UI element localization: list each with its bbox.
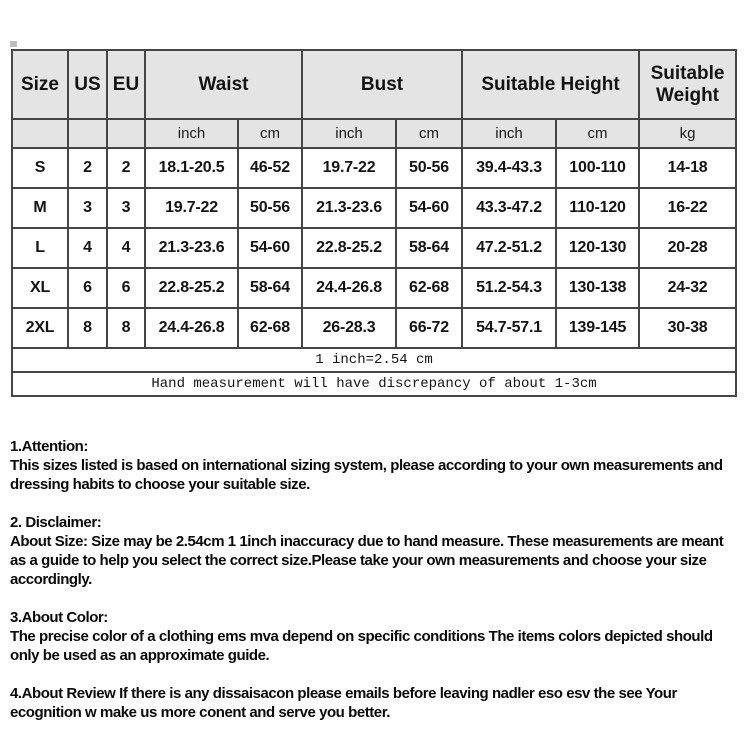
- note-row-inch-conversion: [12, 348, 736, 372]
- bust-inch-cell: 19.7-22: [302, 148, 396, 188]
- paragraph-about-review-heading: 4.About Review: [10, 685, 116, 702]
- size-cell: M: [12, 188, 68, 228]
- eu-cell: 8: [107, 308, 145, 348]
- inch-conversion-note: 1 inch=2.54 cm: [12, 348, 736, 372]
- bust-cm-cell: 62-68: [396, 268, 462, 308]
- table-row-xl: [12, 268, 736, 308]
- height-inch-cell: 47.2-51.2: [462, 228, 556, 268]
- table-unit-row: [12, 119, 736, 148]
- us-cell: 2: [68, 148, 107, 188]
- bust-inch-cell: 22.8-25.2: [302, 228, 396, 268]
- size-cell: L: [12, 228, 68, 268]
- footnotes-section: [10, 437, 741, 741]
- height-inch-cell: 54.7-57.1: [462, 308, 556, 348]
- height-inch-cell: 43.3-47.2: [462, 188, 556, 228]
- size-cell: S: [12, 148, 68, 188]
- unit-blank-us: [68, 119, 107, 148]
- table-row-2xl: [12, 308, 736, 348]
- waist-inch-cell: 24.4-26.8: [145, 308, 238, 348]
- bust-cm-cell: 54-60: [396, 188, 462, 228]
- note-row-measurement-discrepancy: [12, 372, 736, 396]
- measurement-discrepancy-note: Hand measurement will have discrepancy of about 1-3cm: [12, 372, 736, 396]
- eu-cell: 2: [107, 148, 145, 188]
- col-header-bust: Bust: [302, 50, 462, 119]
- weight-kg-cell: 30-38: [639, 308, 736, 348]
- col-header-suitable-weight: Suitable Weight: [639, 50, 736, 119]
- weight-kg-cell: 24-32: [639, 268, 736, 308]
- paragraph-about-color: [10, 608, 741, 665]
- waist-cm-cell: 54-60: [238, 228, 302, 268]
- eu-cell: 6: [107, 268, 145, 308]
- paragraph-attention: [10, 437, 741, 494]
- waist-cm-cell: 62-68: [238, 308, 302, 348]
- bust-cm-cell: 66-72: [396, 308, 462, 348]
- size-chart-table: [11, 49, 737, 397]
- col-header-size: Size: [12, 50, 68, 119]
- waist-inch-cell: 22.8-25.2: [145, 268, 238, 308]
- table-header-row: [12, 50, 736, 119]
- unit-blank-eu: [107, 119, 145, 148]
- us-cell: 3: [68, 188, 107, 228]
- table-row-m: [12, 188, 736, 228]
- paragraph-attention-heading: 1.Attention:: [10, 438, 88, 455]
- waist-inch-cell: 18.1-20.5: [145, 148, 238, 188]
- paragraph-about-color-heading: 3.About Color:: [10, 609, 108, 626]
- size-cell: XL: [12, 268, 68, 308]
- height-cm-cell: 139-145: [556, 308, 639, 348]
- paragraph-disclaimer: [10, 513, 741, 589]
- waist-cm-cell: 50-56: [238, 188, 302, 228]
- weight-kg-cell: 20-28: [639, 228, 736, 268]
- unit-header-weight-kg: kg: [639, 119, 736, 148]
- height-cm-cell: 130-138: [556, 268, 639, 308]
- us-cell: 6: [68, 268, 107, 308]
- unit-header-waist-inch: inch: [145, 119, 238, 148]
- col-header-suitable-height: Suitable Height: [462, 50, 639, 119]
- col-header-waist: Waist: [145, 50, 302, 119]
- eu-cell: 3: [107, 188, 145, 228]
- paragraph-disclaimer-body: About Size: Size may be 2.54cm 1 1inch inaccuracy due to hand measure. These measurements are meant as a guide to help you select the correct size.Please take your own measurements and choose your size accordingly.: [10, 533, 724, 588]
- table-row-l: [12, 228, 736, 268]
- paragraph-about-review: [10, 684, 741, 722]
- height-inch-cell: 51.2-54.3: [462, 268, 556, 308]
- weight-kg-cell: 16-22: [639, 188, 736, 228]
- unit-header-bust-cm: cm: [396, 119, 462, 148]
- weight-kg-cell: 14-18: [639, 148, 736, 188]
- unit-header-bust-inch: inch: [302, 119, 396, 148]
- bust-cm-cell: 58-64: [396, 228, 462, 268]
- unit-blank-size: [12, 119, 68, 148]
- waist-inch-cell: 21.3-23.6: [145, 228, 238, 268]
- eu-cell: 4: [107, 228, 145, 268]
- us-cell: 8: [68, 308, 107, 348]
- paragraph-about-review-body: If there is any dissaisacon please emails before leaving nadler eso esv the see Your ecognition w make us more conent and serve you better.: [10, 685, 677, 721]
- paragraph-disclaimer-heading: 2. Disclaimer:: [10, 514, 102, 531]
- height-cm-cell: 110-120: [556, 188, 639, 228]
- scan-artifact-mark: [10, 41, 17, 47]
- bust-inch-cell: 26-28.3: [302, 308, 396, 348]
- waist-cm-cell: 58-64: [238, 268, 302, 308]
- paragraph-about-color-body: The precise color of a clothing ems mva depend on specific conditions The items colors depicted should only be used as an approximate guide.: [10, 628, 713, 664]
- waist-inch-cell: 19.7-22: [145, 188, 238, 228]
- unit-header-height-cm: cm: [556, 119, 639, 148]
- unit-header-waist-cm: cm: [238, 119, 302, 148]
- height-inch-cell: 39.4-43.3: [462, 148, 556, 188]
- bust-inch-cell: 24.4-26.8: [302, 268, 396, 308]
- unit-header-height-inch: inch: [462, 119, 556, 148]
- height-cm-cell: 100-110: [556, 148, 639, 188]
- size-cell: 2XL: [12, 308, 68, 348]
- bust-cm-cell: 50-56: [396, 148, 462, 188]
- col-header-us: US: [68, 50, 107, 119]
- col-header-eu: EU: [107, 50, 145, 119]
- us-cell: 4: [68, 228, 107, 268]
- table-row-s: [12, 148, 736, 188]
- height-cm-cell: 120-130: [556, 228, 639, 268]
- paragraph-attention-body: This sizes listed is based on international sizing system, please according to your own measurements and dressing habits to choose your suitable size.: [10, 457, 723, 493]
- bust-inch-cell: 21.3-23.6: [302, 188, 396, 228]
- waist-cm-cell: 46-52: [238, 148, 302, 188]
